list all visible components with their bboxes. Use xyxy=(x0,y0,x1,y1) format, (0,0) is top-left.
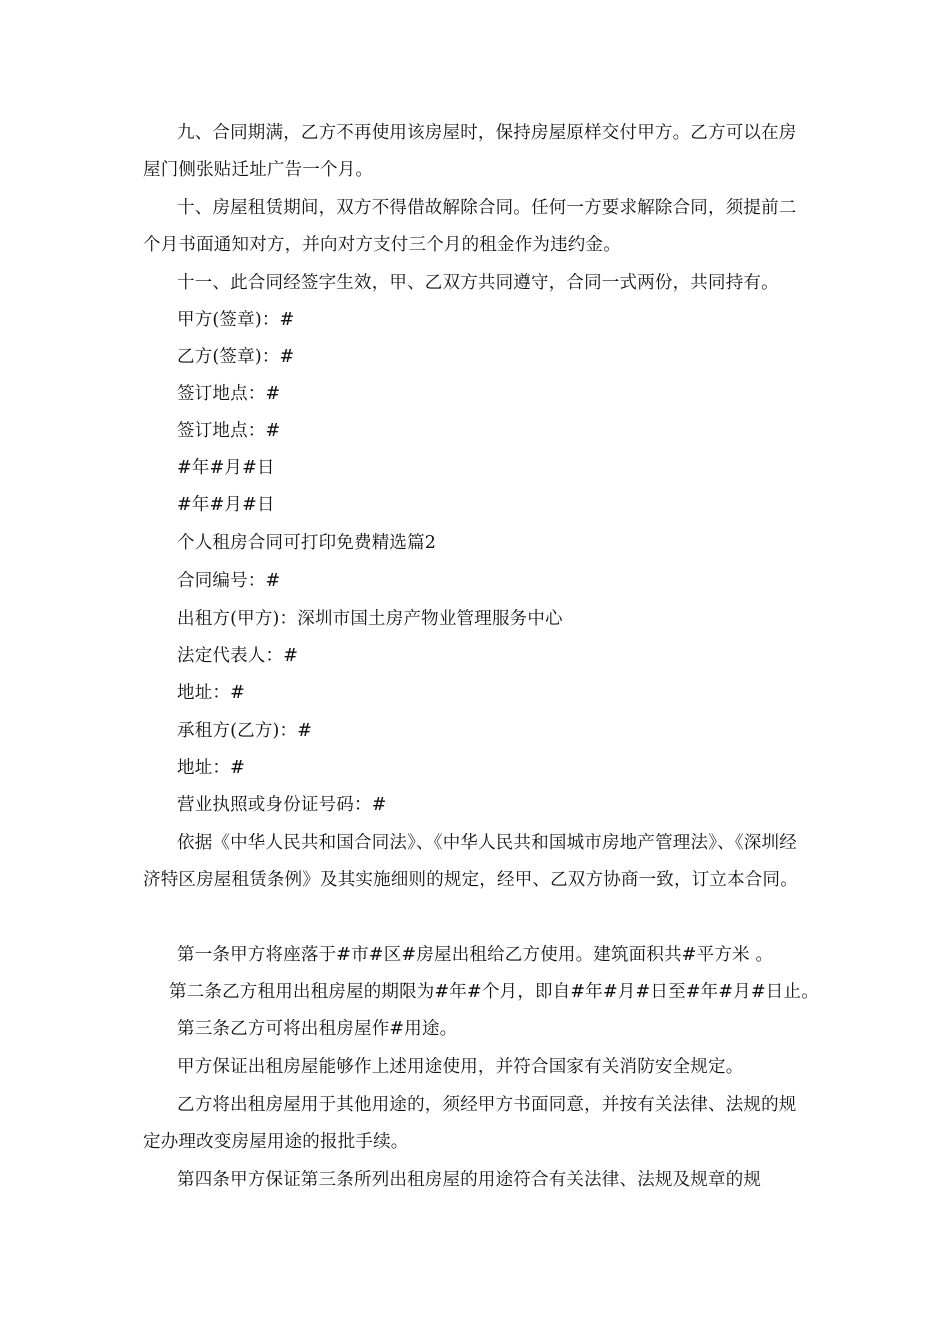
article-3-guarantee: 甲方保证出租房屋能够作上述用途使用，并符合国家有关消防安全规定。 xyxy=(177,1057,744,1077)
legal-representative-line: 法定代表人：# xyxy=(177,646,299,666)
date-line-2: #年#月#日 xyxy=(177,495,275,515)
party-b-signature-line: 乙方(签章)：# xyxy=(177,347,295,367)
lessor-line: 出租方(甲方)：深圳市国土房产物业管理服务中心 xyxy=(177,609,563,629)
signing-place-line-1: 签订地点：# xyxy=(177,384,281,404)
section-title: 个人租房合同可打印免费精选篇2 xyxy=(177,533,437,553)
paragraph-clause-9: 九、合同期满，乙方不再使用该房屋时，保持房屋原样交付甲方。乙方可以在房屋门侧张贴迁址广告一个月。 xyxy=(143,123,797,180)
lessee-address-line: 地址：# xyxy=(177,758,245,778)
article-2: 第二条乙方租用出租房屋的期限为#年#个月，即自#年#月#日至#年#月#日止。 xyxy=(169,982,819,1002)
date-line-1: #年#月#日 xyxy=(177,458,275,478)
article-3-other-use: 乙方将出租房屋用于其他用途的，须经甲方书面同意，并按有关法律、法规的规定办理改变房屋用途的报批手续。 xyxy=(143,1095,797,1152)
paragraph-basis: 依据《中华人民共和国合同法》、《中华人民共和国城市房地产管理法》、《深圳经济特区房屋租赁条例》及其实施细则的规定，经甲、乙双方协商一致，订立本合同。 xyxy=(143,833,798,890)
signing-place-line-2: 签订地点：# xyxy=(177,421,281,441)
contract-number-line: 合同编号：# xyxy=(177,571,281,591)
lessee-line: 承租方(乙方)：# xyxy=(177,721,313,741)
party-a-signature-line: 甲方(签章)：# xyxy=(177,310,295,330)
paragraph-clause-10: 十、房屋租赁期间，双方不得借故解除合同。任何一方要求解除合同，须提前二个月书面通知对方，并向对方支付三个月的租金作为违约金。 xyxy=(143,198,797,255)
paragraph-clause-11: 十一、此合同经签字生效，甲、乙双方共同遵守，合同一式两份，共同持有。 xyxy=(177,273,779,293)
article-4: 第四条甲方保证第三条所列出租房屋的用途符合有关法律、法规及规章的规 xyxy=(177,1170,762,1190)
lessor-address-line: 地址：# xyxy=(177,683,245,703)
license-id-line: 营业执照或身份证号码：# xyxy=(177,795,387,815)
article-3: 第三条乙方可将出租房屋作#用途。 xyxy=(177,1019,458,1039)
article-1: 第一条甲方将座落于#市#区#房屋出租给乙方使用。建筑面积共#平方米 。 xyxy=(177,945,774,965)
